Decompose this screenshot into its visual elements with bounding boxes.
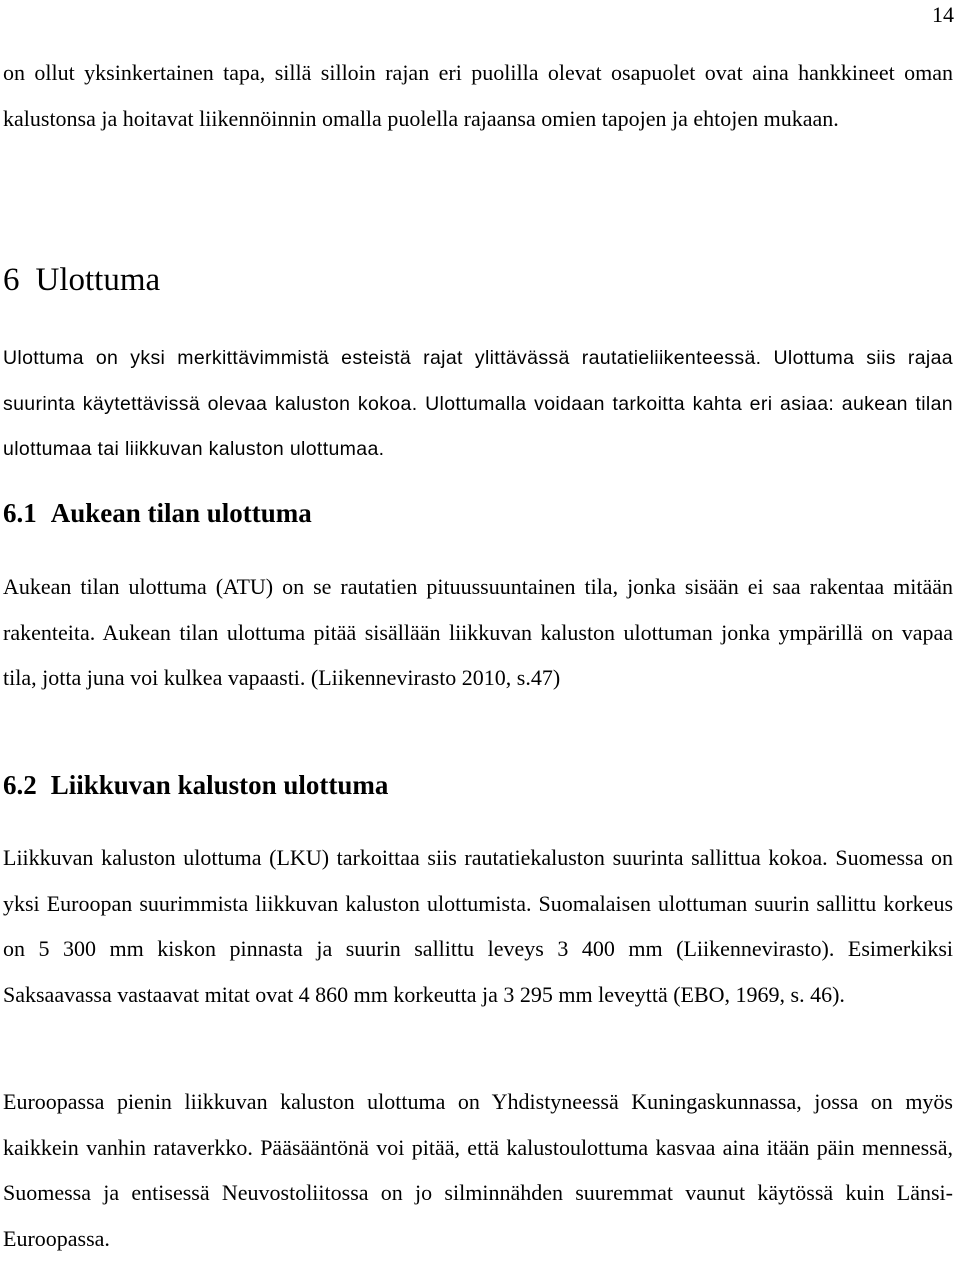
section-6-1-number: 6.1 [3, 498, 37, 528]
section-6-1-heading [3, 496, 312, 530]
section-6-1-title: Aukean tilan ulottuma [50, 498, 312, 528]
section-6-2-paragraph-1: Liikkuvan kaluston ulottuma (LKU) tarkoittaa siis rautatiekaluston suurinta sallittua kokoa. Suomessa on yksi Euroopan suurimmista liikkuvan kaluston ulottumista. Suomalaisen ulottuman suurin sallittu korkeus on 5 300 mm kiskon pinnasta ja suurin sallittu leveys 3 400 mm (Liikennevirasto). Esimerkiksi Saksaavassa vastaavat mitat ovat 4 860 mm korkeutta ja 3 295 mm leveyttä (EBO, 1969, s. 46). [3, 845, 953, 1007]
intro-paragraph: on ollut yksinkertainen tapa, sillä silloin rajan eri puolilla olevat osapuolet ovat aina hankkineet oman kalustonsa ja hoitavat liikennöinnin omalla puolella rajaansa omien tapojen ja ehtojen mukaan. [3, 60, 953, 131]
section-6-1-paragraph: Aukean tilan ulottuma (ATU) on se rautatien pituussuuntainen tila, jonka sisään ei saa rakentaa mitään rakenteita. Aukean tilan ulottuma pitää sisällään liikkuvan kaluston ulottuman jonka ympärillä on vapaa tila, jotta juna voi kulkea vapaasti. (Liikennevirasto 2010, s.47) [3, 574, 953, 690]
page-number: 14 [932, 2, 954, 27]
section-6-heading [3, 260, 160, 300]
section-6-2-title: Liikkuvan kaluston ulottuma [50, 770, 389, 800]
section-6-2-paragraph-2: Euroopassa pienin liikkuvan kaluston ulottuma on Yhdistyneessä Kuningaskunnassa, jossa on myös kaikkein vanhin rataverkko. Pääsääntönä voi pitää, että kalustoulottuma kasvaa aina itään päin mennessä, Suomessa ja entisessä Neuvostoliitossa on jo silminnähden suuremmat vaunut käytössä kuin Länsi-Euroopassa. [3, 1089, 953, 1251]
section-6-number: 6 [3, 262, 20, 298]
section-6-2-heading [3, 768, 388, 802]
section-6-paragraph: Ulottuma on yksi merkittävimmistä esteistä rajat ylittävässä rautatieliikenteessä. Ulottuma siis rajaa suurinta käytettävissä olevaa kaluston kokoa. Ulottumalla voidaan tarkoitta kahta eri asiaa: aukean tilan ulottumaa tai liikkuvan kaluston ulottumaa. [3, 347, 953, 460]
section-6-title: Ulottuma [35, 262, 161, 298]
section-6-2-number: 6.2 [3, 770, 37, 800]
